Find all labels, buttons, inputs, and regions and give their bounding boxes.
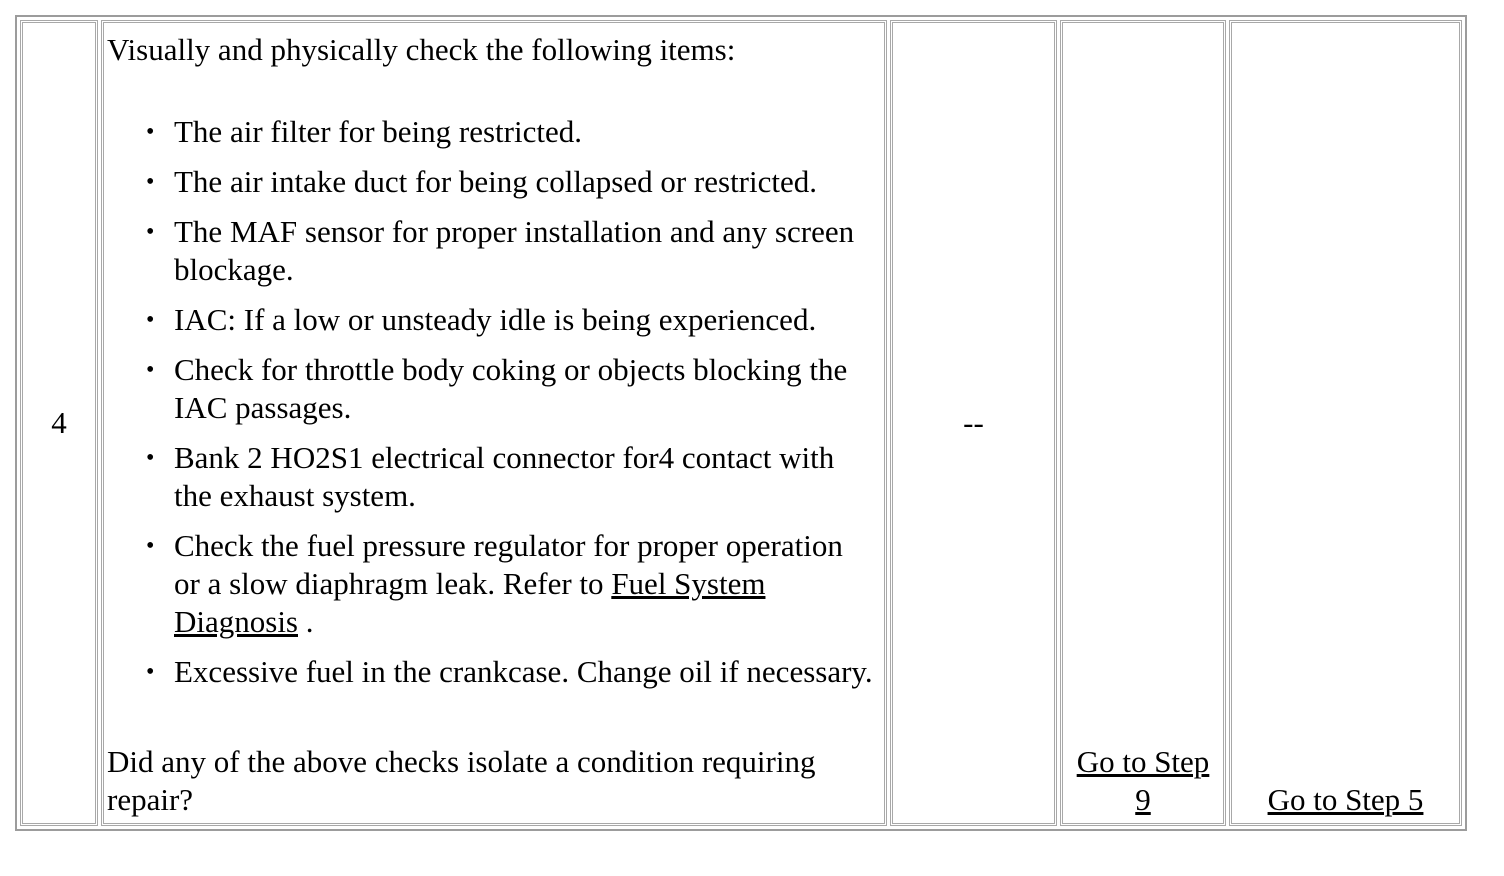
check-text: Check the fuel pressure regulator for proper operation or a slow diaphragm leak. Refer to	[174, 528, 843, 601]
step-number-cell	[20, 20, 98, 826]
go-to-step-5-link[interactable]: Go to Step 5	[1267, 782, 1424, 817]
action-intro: Visually and physically check the following items:	[107, 32, 736, 67]
bullet-icon: •	[146, 169, 155, 195]
list-item	[146, 113, 884, 151]
go-to-step-9-link[interactable]: Go to Step 9	[1076, 744, 1210, 817]
list-item	[146, 351, 884, 427]
bullet-icon: •	[146, 307, 155, 333]
check-text: Check for throttle body coking or objects blocking the IAC passages.	[174, 352, 848, 425]
table-row	[20, 20, 1462, 826]
list-item	[146, 653, 884, 691]
bullet-icon: •	[146, 445, 155, 471]
fuel-system-diagnosis-link[interactable]: Fuel System Diagnosis	[174, 566, 766, 639]
yes-cell	[1060, 20, 1226, 826]
check-text: IAC: If a low or unsteady idle is being experienced.	[174, 302, 817, 337]
list-item	[146, 163, 884, 201]
bullet-icon: •	[146, 357, 155, 383]
check-text: The air intake duct for being collapsed or restricted.	[174, 164, 817, 199]
value-cell	[890, 20, 1057, 826]
value-text: --	[963, 405, 984, 440]
diagnostic-step-table	[15, 15, 1467, 831]
bullet-icon: •	[146, 659, 155, 685]
check-text-suffix: .	[298, 604, 314, 639]
check-text: The MAF sensor for proper installation and any screen blockage.	[174, 214, 855, 287]
list-item	[146, 439, 884, 515]
bullet-icon: •	[146, 219, 155, 245]
check-text: Bank 2 HO2S1 electrical connector for4 contact with the exhaust system.	[174, 440, 835, 513]
check-text: The air filter for being restricted.	[174, 114, 582, 149]
check-text: Excessive fuel in the crankcase. Change oil if necessary.	[174, 654, 873, 689]
list-item	[146, 527, 884, 641]
bullet-icon: •	[146, 119, 155, 145]
question-text: Did any of the above checks isolate a condition requiring repair?	[107, 744, 816, 817]
checks-list	[107, 113, 884, 691]
step-number: 4	[51, 405, 67, 440]
list-item	[146, 301, 884, 339]
no-cell	[1229, 20, 1462, 826]
bullet-icon: •	[146, 533, 155, 559]
action-cell	[101, 20, 887, 826]
list-item	[146, 213, 884, 289]
